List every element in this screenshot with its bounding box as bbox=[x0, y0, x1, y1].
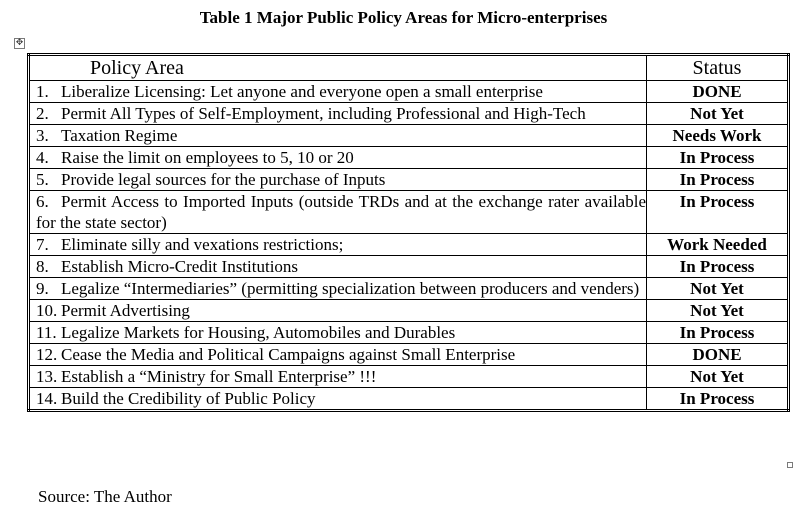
table-row bbox=[29, 300, 789, 322]
table-row bbox=[29, 125, 789, 147]
policy-area-text: Permit Advertising bbox=[61, 301, 190, 320]
policy-area-text: Permit All Types of Self-Employment, including Professional and High-Tech bbox=[61, 104, 586, 123]
table-row bbox=[29, 103, 789, 125]
status-cell: Needs Work bbox=[647, 125, 789, 147]
status-cell: Not Yet bbox=[647, 300, 789, 322]
table-title: Table 1 Major Public Policy Areas for Micro-enterprises bbox=[199, 8, 608, 27]
policy-area-cell bbox=[29, 125, 647, 147]
source-note: Source: The Author bbox=[38, 487, 172, 506]
policy-area-cell bbox=[29, 278, 647, 300]
row-number: 1. bbox=[36, 82, 49, 101]
table-row bbox=[29, 278, 789, 300]
policy-area-text: Permit Access to Imported Inputs (outside TRDs and at the exchange rater available for the state sector) bbox=[36, 192, 646, 232]
status-cell: Not Yet bbox=[647, 103, 789, 125]
row-number: 11. bbox=[36, 323, 57, 342]
row-number: 2. bbox=[36, 104, 49, 123]
status-cell: In Process bbox=[647, 169, 789, 191]
move-handle-icon[interactable]: ✥ bbox=[15, 38, 24, 48]
policy-area-cell bbox=[29, 234, 647, 256]
policy-area-text: Legalize Markets for Housing, Automobiles and Durables bbox=[61, 323, 456, 342]
policy-area-text: Taxation Regime bbox=[61, 126, 178, 145]
status-cell: Not Yet bbox=[647, 278, 789, 300]
status-cell: DONE bbox=[647, 81, 789, 103]
policy-area-text: Establish a “Ministry for Small Enterprise” !!! bbox=[61, 367, 377, 386]
resize-handle-icon[interactable] bbox=[787, 462, 793, 468]
row-number: 4. bbox=[36, 148, 49, 167]
table-row bbox=[29, 366, 789, 388]
row-number: 13. bbox=[36, 367, 58, 386]
policy-area-cell bbox=[29, 322, 647, 344]
policy-area-cell bbox=[29, 344, 647, 366]
status-cell: In Process bbox=[647, 322, 789, 344]
table-row bbox=[29, 256, 789, 278]
status-cell: Work Needed bbox=[647, 234, 789, 256]
header-status: Status bbox=[647, 55, 789, 81]
policy-area-text: Eliminate silly and vexations restrictions; bbox=[61, 235, 344, 254]
status-cell: In Process bbox=[647, 147, 789, 169]
policy-area-cell bbox=[29, 366, 647, 388]
row-number: 10. bbox=[36, 301, 58, 320]
table-row bbox=[29, 322, 789, 344]
row-number: 14. bbox=[36, 389, 58, 408]
row-number: 5. bbox=[36, 170, 49, 189]
policy-area-cell bbox=[29, 147, 647, 169]
policy-area-text: Raise the limit on employees to 5, 10 or 20 bbox=[61, 148, 354, 167]
policy-area-cell bbox=[29, 300, 647, 322]
policy-area-text: Cease the Media and Political Campaigns against Small Enterprise bbox=[61, 345, 516, 364]
table-header-row bbox=[29, 55, 789, 81]
status-cell: In Process bbox=[647, 388, 789, 411]
table-row bbox=[29, 191, 789, 234]
row-number: 6. bbox=[36, 192, 49, 211]
row-number: 12. bbox=[36, 345, 58, 364]
policy-area-cell bbox=[29, 191, 647, 234]
table-row bbox=[29, 169, 789, 191]
header-policy-area: Policy Area bbox=[29, 55, 647, 81]
policy-area-cell bbox=[29, 103, 647, 125]
policy-area-cell bbox=[29, 256, 647, 278]
status-cell: In Process bbox=[647, 256, 789, 278]
row-number: 8. bbox=[36, 257, 49, 276]
policy-table bbox=[27, 53, 790, 412]
policy-area-cell bbox=[29, 169, 647, 191]
policy-area-cell bbox=[29, 388, 647, 411]
policy-area-text: Liberalize Licensing: Let anyone and everyone open a small enterprise bbox=[61, 82, 543, 101]
table-row bbox=[29, 388, 789, 411]
table-row bbox=[29, 81, 789, 103]
row-number: 3. bbox=[36, 126, 49, 145]
policy-area-text: Legalize “Intermediaries” (permitting specialization between producers and venders) bbox=[61, 279, 640, 298]
policy-area-text: Provide legal sources for the purchase of Inputs bbox=[61, 170, 386, 189]
policy-area-cell bbox=[29, 81, 647, 103]
status-cell: DONE bbox=[647, 344, 789, 366]
table-row bbox=[29, 344, 789, 366]
row-number: 9. bbox=[36, 279, 49, 298]
status-cell: Not Yet bbox=[647, 366, 789, 388]
table-row bbox=[29, 234, 789, 256]
policy-area-text: Build the Credibility of Public Policy bbox=[61, 389, 316, 408]
row-number: 7. bbox=[36, 235, 49, 254]
table-row bbox=[29, 147, 789, 169]
status-cell: In Process bbox=[647, 191, 789, 234]
policy-area-text: Establish Micro-Credit Institutions bbox=[61, 257, 299, 276]
